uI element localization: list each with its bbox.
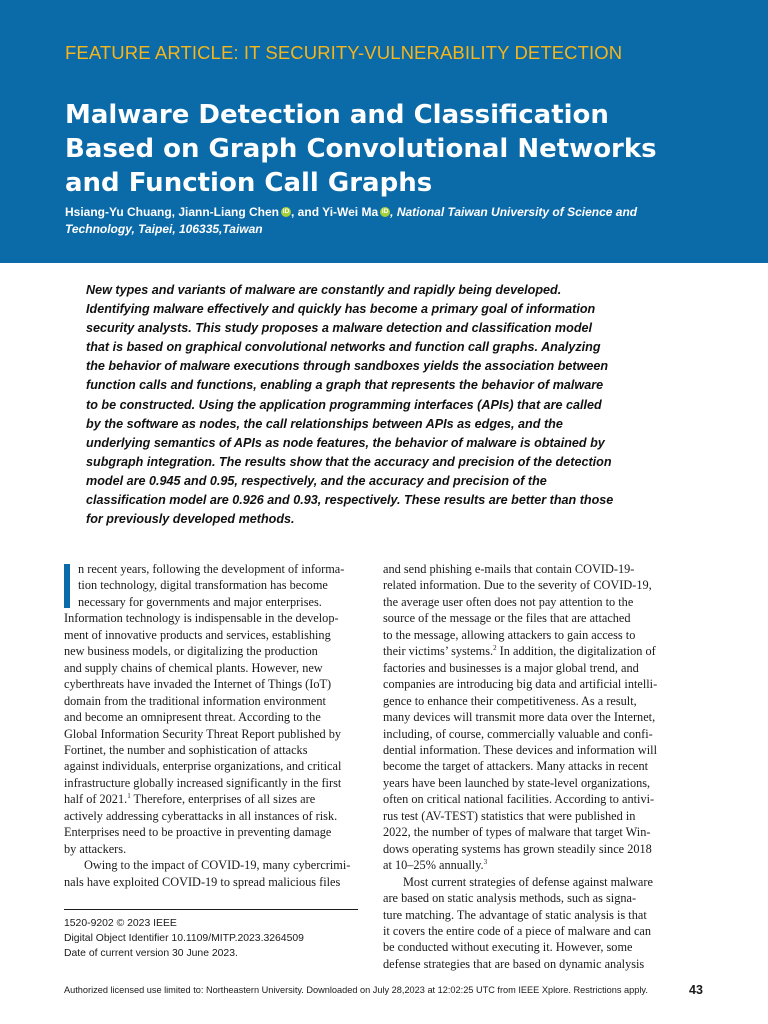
body-column-right (383, 561, 683, 972)
citation-ref[interactable]: 3 (483, 858, 488, 867)
article-title (65, 98, 745, 200)
body-line: the average user often does not pay attention to the (383, 594, 634, 609)
body-line: dential information. These devices and information will (383, 742, 657, 757)
abstract (86, 281, 706, 529)
body-line: Owing to the impact of COVID-19, many cybercrimi- (84, 858, 351, 873)
abstract-line: subgraph integration. The results show that the accuracy and precision of the detection (86, 454, 612, 469)
footnote (64, 916, 364, 961)
license-notice: Authorized licensed use limited to: Northeastern University. Downloaded on July 28,2023 at 12:02:25 UTC from IEEE Xplore. Restrictions apply. (64, 985, 648, 995)
body-line: gence to enhance their competitiveness. As a result, (383, 693, 637, 708)
affiliation-cont: Technology, Taipei, 106335,Taiwan (65, 221, 263, 236)
body-line: related information. Due to the severity of COVID-19, (383, 578, 652, 593)
drop-cap-bar (64, 564, 70, 608)
abstract-line: function calls and functions, enabling a graph that represents the behavior of malware (86, 378, 604, 393)
body-line: rus test (AV-TEST) statistics that were published in (383, 808, 636, 823)
body-line: source of the message or the files that are attached (383, 611, 631, 626)
abstract-line: New types and variants of malware are constantly and rapidly being developed. (86, 283, 562, 297)
body-line: defense strategies that are based on dynamic analysis (383, 956, 645, 971)
doi: Digital Object Identifier 10.1109/MITP.2023.3264509 (64, 933, 304, 944)
title-line: Malware Detection and Classification (65, 100, 609, 130)
page-number: 43 (689, 983, 703, 997)
body-line: including, of course, commercially valuable and confi- (383, 726, 653, 741)
body-line: factories and businesses is a major global trend, and (383, 660, 639, 675)
body-line: tion technology, digital transformation has become (78, 578, 328, 593)
footnote-divider (64, 909, 358, 910)
title-line: Based on Graph Convolutional Networks (65, 134, 657, 164)
header-banner (0, 0, 768, 263)
body-line: Information technology is indispensable in the develop- (64, 611, 339, 626)
body-text: half of 2021. (64, 792, 128, 807)
body-line: 2022, the number of types of malware that target Win- (383, 825, 651, 840)
body-line (383, 643, 683, 659)
body-line: dows operating systems has grown steadily since 2018 (383, 841, 652, 856)
body-line: it covers the entire code of a piece of malware and can (383, 923, 652, 938)
body-line: infrastructure globally increased significantly in the first (64, 775, 342, 790)
abstract-line: by the software as nodes, the call relationships between APIs as edges, and the (86, 416, 563, 431)
body-line: ment of innovative products and services, establishing (64, 627, 331, 642)
body-line: to the message, allowing attackers to gain access to (383, 627, 636, 642)
body-line: necessary for governments and major enterprises. (78, 594, 322, 609)
body-line: actively addressing cyberattacks in all instances of risk. (64, 808, 338, 823)
body-line (64, 791, 364, 807)
body-text: In addition, the digitalization of (496, 644, 656, 659)
body-text: at 10–25% annually. (383, 858, 484, 873)
body-line: Most current strategies of defense against malware (403, 874, 653, 889)
body-line: and become an omnipresent threat. According to the (64, 710, 321, 725)
abstract-line: classification model are 0.926 and 0.93, respectively. These results are better than those (86, 493, 614, 508)
version-date: Date of current version 30 June 2023. (64, 948, 238, 959)
body-line: domain from the traditional information environment (64, 693, 326, 708)
author-list (65, 204, 745, 237)
body-text: Therefore, enterprises of all sizes are (130, 792, 316, 807)
body-line: are based on static analysis methods, such as signa- (383, 891, 637, 906)
author-names-last: , and Yi-Wei Ma (291, 205, 379, 219)
citation-ref[interactable]: 2 (493, 644, 497, 653)
body-line: Enterprises need to be proactive in preventing damage (64, 825, 332, 840)
body-line: cyberthreats have invaded the Internet of Things (IoT) (64, 677, 332, 692)
body-line: and supply chains of chemical plants. However, new (64, 660, 323, 675)
abstract-line: to be constructed. Using the application programming interfaces (APIs) that are called (86, 397, 602, 412)
abstract-line: underlying semantics of APIs as node features, the behavior of malware is obtained by (86, 435, 605, 450)
abstract-line: for previously developed methods. (86, 512, 295, 527)
feature-label: FEATURE ARTICLE: IT SECURITY-VULNERABILITY DETECTION (65, 42, 623, 63)
body-line: n recent years, following the development of informa- (78, 562, 345, 576)
body-line: ture matching. The advantage of static analysis is that (383, 907, 647, 922)
author-names: Hsiang-Yu Chuang, Jiann-Liang Chen (65, 205, 280, 219)
body-line: Fortinet, the number and sophistication of attacks (64, 742, 308, 757)
body-line: new business models, or digitalizing the production (64, 644, 318, 659)
abstract-line: the behavior of malware executions through sandboxes yields the association between (86, 359, 609, 374)
abstract-line: security analysts. This study proposes a malware detection and classification model (86, 321, 593, 336)
body-line: many devices will transmit more data over the Internet, (383, 710, 656, 725)
abstract-line: that is based on graphical convolutional networks and function call graphs. Analyzing (86, 340, 601, 355)
body-text: their victims’ systems. (383, 644, 494, 659)
orcid-icon[interactable]: iD (381, 208, 389, 215)
citation-ref[interactable]: 1 (127, 792, 131, 801)
affiliation: , National Taiwan University of Science and (390, 205, 638, 219)
body-line: become the target of attackers. Many attacks in recent (383, 759, 649, 774)
body-line: years have been launched by state-level organizations, (383, 775, 651, 790)
body-line: often on critical national facilities. According to antivi- (383, 792, 655, 807)
body-line (383, 857, 683, 873)
body-line: be conducted without executing it. However, some (383, 940, 633, 955)
abstract-line: Identifying malware effectively and quickly has become a primary goal of information (86, 302, 596, 317)
body-line: and send phishing e-mails that contain COVID-19- (383, 562, 635, 576)
orcid-icon[interactable]: iD (282, 208, 290, 215)
body-line: against individuals, enterprise organizations, and critical (64, 759, 342, 774)
issn-copyright: 1520-9202 © 2023 IEEE (64, 918, 177, 929)
body-line: companies are introducing big data and artificial intelli- (383, 677, 658, 692)
body-line: by attackers. (64, 841, 127, 856)
body-column-left (64, 561, 364, 890)
body-line: Global Information Security Threat Report published by (64, 726, 342, 741)
title-line: and Function Call Graphs (65, 168, 433, 198)
abstract-line: model are 0.945 and 0.95, respectively, and the accuracy and precision of the (86, 473, 547, 488)
body-line: nals have exploited COVID-19 to spread malicious files (64, 874, 341, 889)
